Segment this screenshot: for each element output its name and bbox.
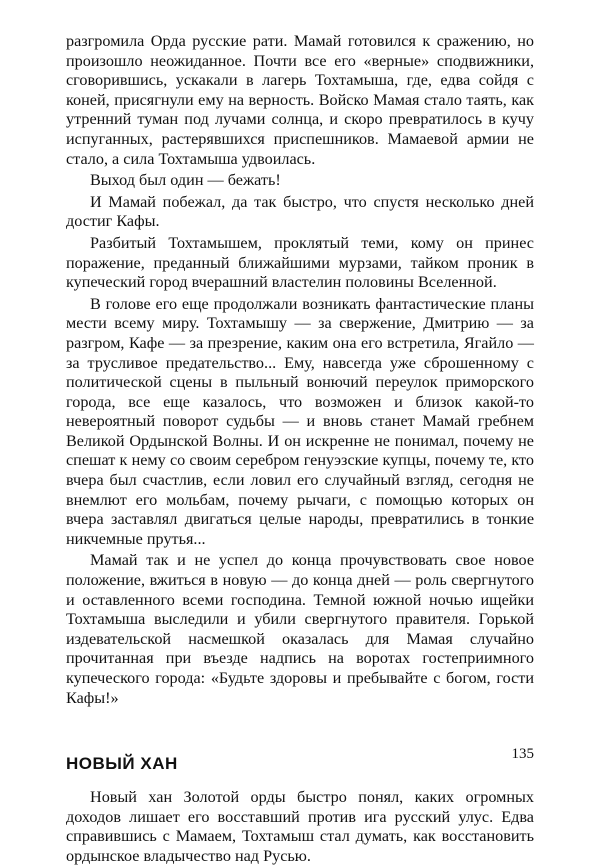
paragraph: Мамай так и не успел до конца прочувствовать свое новое положение, вжиться в новую — до конца дней — роль свергнутого и оставленного всеми господина. Темной южной ночью ищейки Тохтамыша выследили и убили свергнутого правителя. Горькой издевательской насмешкой оказалась для Мамая случайно прочитанная при въезде надпись на воротах гостеприимного купеческого города: «Будьте здоровы и пребывайте с богом, гости Кафы!» — [66, 551, 534, 707]
paragraph: И Мамай побежал, да так быстро, что спустя несколько дней достиг Кафы. — [66, 192, 534, 231]
paragraph: Разбитый Тохтамышем, проклятый теми, кому он принес поражение, преданный ближайшими мурзами, тайком проник в купеческий город вчерашний властелин половины Вселенной. — [66, 233, 534, 292]
section-paragraph: Новый хан Золотой орды быстро понял, каких огромных доходов лишает его восставший против ига русский улус. Едва справившись с Мамаем, Тохтамыш стал думать, как восстановить ордынское владычество над Русью. — [66, 788, 534, 865]
paragraph: Выход был один — бежать! — [90, 171, 281, 190]
paragraph: В голове его еще продолжали возникать фантастические планы мести всему миру. Тохтамышу — за свержение, Дмитрию — за разгром, Кафе — за презрение, каким она его встретила, Ягайло — за трусливое предательство... Ему, навсегда уже сброшенному с политической сцены в пыльный вонючий переулок приморского города, все еще казалось, что возможен и близок какой-то невероятный поворот судьбы — и вновь станет Мамай гребнем Великой Ордынской Волны. И он искренне не понимал, почему не спешат к нему со своим серебром генуэзские купцы, почему те, кто вчера был счастлив, если ловил его случайный взгляд, сегодня не внемлют его мольбам, почему рычаги, с помощью которых он вчера заставлял двигаться целые народы, превратились в тонкие никчемные прутья... — [66, 294, 534, 548]
section-heading: НОВЫЙ ХАН — [66, 754, 178, 774]
paragraph-continuation: разгромила Орда русские рати. Мамай готовился к сражению, но произошло неожиданное. Почти все его «верные» сподвижники, сговорившись, ускакали в лагерь Тохтамыша, где, едва сойдя с коней, присягнули ему на верность. Войско Мамая стало таять, как утренний туман под лучами солнца, и скоро превратилось в кучу испуганных, растерявшихся приспешников. Мамаевой армии не стало, а сила Тохтамыша удвоилась. — [66, 32, 534, 168]
page-number: 135 — [511, 746, 534, 762]
